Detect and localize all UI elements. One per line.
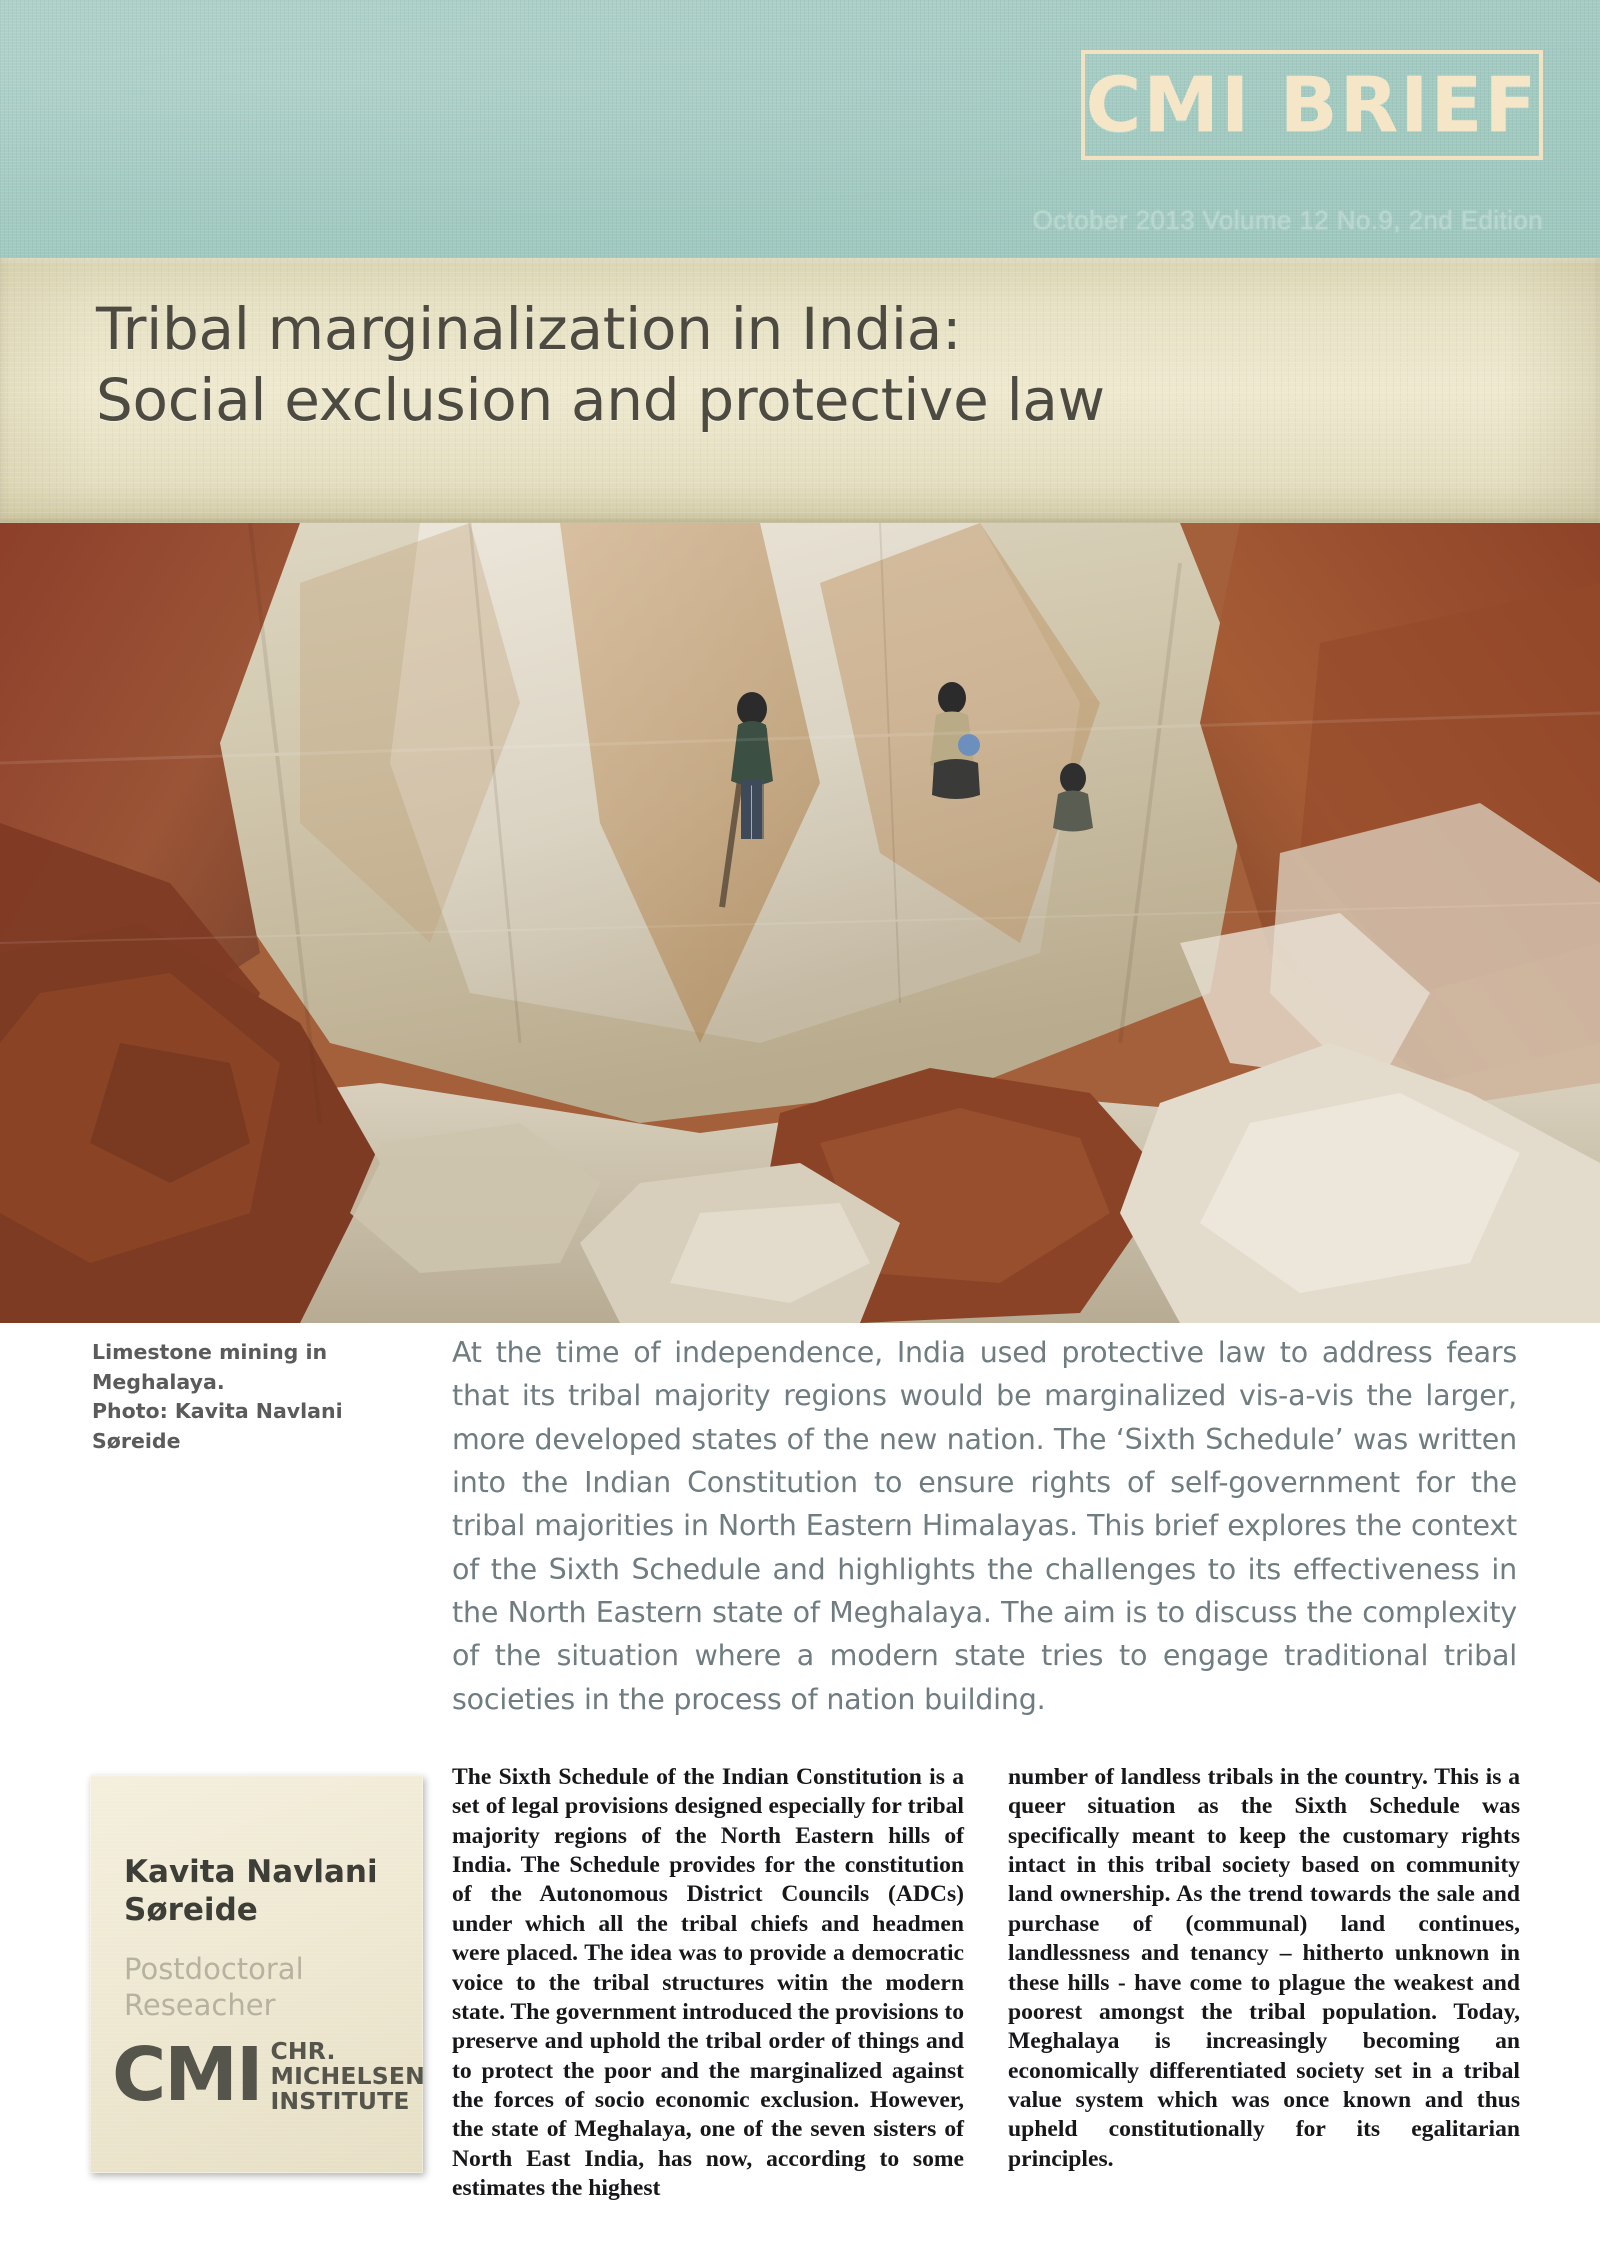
brand-box xyxy=(1081,50,1543,160)
brand-title: CMI BRIEF xyxy=(1085,60,1539,149)
author-card xyxy=(90,1775,423,2173)
body-area xyxy=(0,1323,1600,2259)
lead-paragraph: At the time of independence, India used protective law to address fears that its tribal majority regions would be marginalized vis-a-vis the larger, more developed states of the new nation. The ‘Sixth Schedule’ was written into the Indian Constitution to ensure rights of self-government for the tribal majorities in North Eastern Himalayas. This brief explores the context of the Sixth Schedule and highlights the challenges to its effectiveness in the North Eastern state of Meghalaya. The aim is to discuss the complexity of the situation where a modern state tries to engage traditional tribal societies in the process of nation building. xyxy=(452,1336,1517,1716)
cmi-logo-line2: MICHELSEN xyxy=(270,2061,425,2090)
cmi-logo-mark: CMI xyxy=(112,2032,262,2119)
photo-caption xyxy=(92,1338,412,1457)
page-header xyxy=(0,0,1600,258)
title-banner xyxy=(0,258,1600,523)
body-column-right: number of landless tribals in the country. This is a queer situation as the Sixth Schedule was specifically meant to keep the customary rights intact in this tribal society based on community land ownership. As the trend towards the sale and purchase of (communal) land continues, landlessness and tenancy – hitherto unknown in these hills - have come to plague the weakest and poorest amongst the tribal population. Today, Meghalaya is increasingly becoming an economically differentiated society set in a tribal value system which was once known and thus upheld constitutionally for its egalitarian principles. xyxy=(1008,1764,1520,2172)
photo-caption-line1: Limestone mining in Meghalaya. xyxy=(92,1340,328,1394)
page-title xyxy=(96,294,1105,436)
cmi-logo xyxy=(112,2032,425,2119)
author-name-line1: Kavita Navlani xyxy=(124,1854,378,1890)
photo-caption-line2: Photo: Kavita Navlani Søreide xyxy=(92,1399,343,1454)
author-role-line1: Postdoctoral xyxy=(124,1952,304,1986)
author-name xyxy=(124,1853,378,1929)
issue-line: October 2013 Volume 12 No.9, 2nd Edition xyxy=(1032,205,1543,235)
author-name-line2: Søreide xyxy=(124,1892,258,1929)
page-title-line2: Social exclusion and protective law xyxy=(96,365,1105,434)
author-role xyxy=(124,1951,304,2024)
cmi-logo-wordmark xyxy=(270,2039,425,2114)
cover-photo xyxy=(0,523,1600,1323)
cover-photo-illustration xyxy=(0,523,1600,1323)
cmi-logo-line3: INSTITUTE xyxy=(270,2086,410,2115)
cmi-logo-line1: CHR. xyxy=(270,2037,336,2065)
page-title-line1: Tribal marginalization in India: xyxy=(96,295,962,363)
body-column-left: The Sixth Schedule of the Indian Constitution is a set of legal provisions designed especially for tribal majority regions of the North Eastern hills of India. The Schedule provides for the constitution of the Autonomous District Councils (ADCs) under which all the tribal chiefs and headmen were placed. The idea was to provide a democratic voice to the tribal structures witin the modern state. The government introduced the provisions to preserve and uphold the tribal order of things and to protect the poor and the marginalized against the forces of socio economic exclusion. However, the state of Meghalaya, one of the seven sisters of North East India, has now, according to some estimates the highest xyxy=(452,1764,964,2202)
author-role-line2: Reseacher xyxy=(124,1988,276,2023)
